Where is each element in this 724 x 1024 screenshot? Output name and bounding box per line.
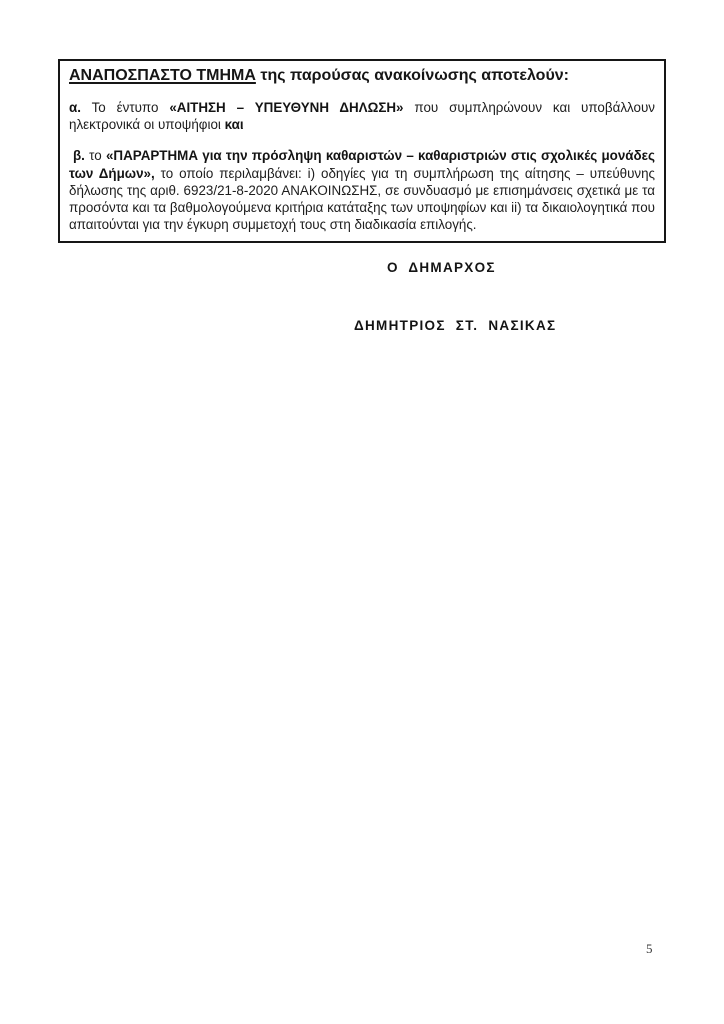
item-a-paragraph [69, 99, 655, 133]
item-b-text-2: το οποίο περιλαμβάνει: i) οδηγίες για τη συμπλήρωση της αίτησης – υπεύθυνης δήλωσης της αριθ. 6923/21-8-2020 ΑΝΑΚΟΙΝΩΣΗΣ, σε συνδυασμό με επισημάνσεις σχετικά με τα προσόντα και τα βαθμολογούμενα κριτήρια κατάταξης των υποψηφίων και ii) τα δικαιολογητικά που απαιτούνται για την έγκυρη συμμετοχή τους στη διαδικασία επιλογής. [69, 165, 656, 233]
item-b-text-1: το [84, 148, 106, 164]
item-b-annex-title: «ΠΑΡΑΡΤΗΜΑ για την πρόσληψη καθαριστών – καθαριστριών στις σχολικές μονάδες των Δήμων», [69, 148, 655, 181]
page-number: 5 [646, 941, 653, 956]
notice-heading [69, 66, 655, 86]
item-a-label: α. [69, 100, 81, 115]
item-b-paragraph [69, 147, 655, 233]
item-a-bold-and: και [224, 117, 244, 133]
item-a-form-title: «ΑΙΤΗΣΗ – ΥΠΕΥΘΥΝΗ ΔΗΛΩΣΗ» [169, 100, 404, 115]
notice-heading-rest: της παρούσας ανακοίνωσης αποτελούν: [255, 67, 569, 84]
signature-name: ΔΗΜΗΤΡΙΟΣ ΣΤ. ΝΑΣΙΚΑΣ [354, 318, 557, 333]
item-a-text-2: που συμπληρώνουν και υποβάλλουν ηλεκτρονικά οι υποψήφιοι [69, 100, 655, 133]
signature-title: Ο ΔΗΜΑΡΧΟΣ [387, 260, 496, 275]
item-b-label: β. [73, 148, 85, 164]
item-a-text-1: Το έντυπο [80, 100, 170, 115]
notice-box [58, 59, 666, 243]
notice-heading-underlined: ΑΝΑΠΟΣΠΑΣΤΟ ΤΜΗΜΑ [69, 67, 256, 84]
